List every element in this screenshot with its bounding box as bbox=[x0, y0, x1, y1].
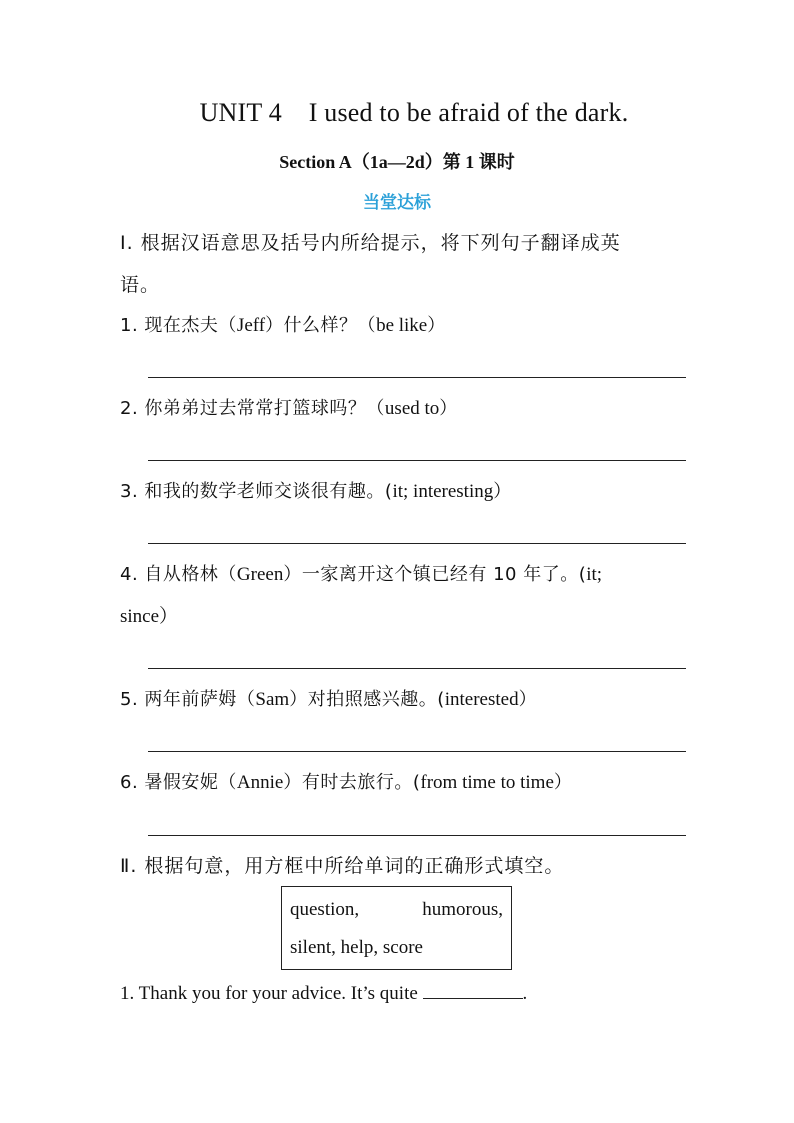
word-bank-item: question, bbox=[290, 899, 360, 920]
fill-question-end: . bbox=[522, 983, 528, 1004]
question-end: ） bbox=[439, 398, 458, 419]
question-cn2: ）有时去旅行。( bbox=[283, 772, 421, 793]
question-en: Jeff bbox=[236, 315, 266, 336]
question-cn: 两年前萨姆（ bbox=[144, 689, 256, 710]
word-bank-row: silent, help, score bbox=[290, 937, 423, 958]
section-tag: 当堂达标 bbox=[363, 193, 431, 213]
unit-title: UNIT 4 I used to be afraid of the dark. bbox=[199, 98, 629, 127]
question-cn: 现在杰夫（ bbox=[144, 315, 237, 336]
question-end: ） bbox=[427, 315, 446, 336]
question-number: 1. bbox=[120, 315, 139, 336]
question-cn2: ）对拍照感兴趣。( bbox=[289, 689, 445, 710]
question-cn2: ）一家离开这个镇已经有 10 年了。( bbox=[283, 564, 587, 585]
answer-line-4[interactable] bbox=[148, 668, 686, 669]
question-en: Sam bbox=[255, 689, 290, 710]
answer-line-1[interactable] bbox=[148, 377, 686, 378]
word-bank-box bbox=[281, 886, 512, 970]
question-end: ） bbox=[493, 481, 512, 502]
question-5 bbox=[120, 679, 680, 721]
question-number: 4. bbox=[120, 564, 139, 585]
question-hint: be like bbox=[376, 315, 428, 336]
part1-instruction-line1: Ⅰ. 根据汉语意思及括号内所给提示，将下列句子翻译成英 bbox=[120, 232, 621, 254]
question-cn2: ）什么样？（ bbox=[265, 315, 377, 336]
fill-blank[interactable] bbox=[423, 980, 523, 999]
question-end: ） bbox=[553, 772, 573, 793]
question-cn: 和我的数学老师交谈很有趣。( bbox=[144, 481, 393, 502]
question-1 bbox=[120, 305, 680, 347]
fill-question-1 bbox=[120, 980, 527, 1008]
question-en: Green bbox=[236, 564, 284, 585]
question-hint: from time to time bbox=[420, 772, 554, 793]
question-6 bbox=[120, 762, 680, 804]
question-hint: it; interesting bbox=[392, 481, 494, 502]
question-cn: 自从格林（ bbox=[144, 564, 237, 585]
question-4-continued bbox=[120, 596, 680, 638]
question-hint: interested bbox=[444, 689, 519, 710]
question-number: 5. bbox=[120, 689, 139, 710]
word-bank-item: humorous, bbox=[422, 899, 503, 920]
answer-line-2[interactable] bbox=[148, 460, 686, 461]
question-number: 2. bbox=[120, 398, 139, 419]
question-cn: 你弟弟过去常常打篮球吗？（ bbox=[144, 398, 385, 419]
question-en: Annie bbox=[236, 772, 284, 793]
question-hint: used to bbox=[384, 398, 440, 419]
question-4 bbox=[120, 554, 680, 596]
answer-line-3[interactable] bbox=[148, 543, 686, 544]
question-3 bbox=[120, 471, 680, 513]
question-cn: 暑假安妮（ bbox=[144, 772, 237, 793]
part1-instruction-line2: 语。 bbox=[120, 274, 161, 296]
answer-line-6[interactable] bbox=[148, 835, 686, 836]
question-hint-continued: since） bbox=[120, 606, 179, 627]
question-number: 6. bbox=[120, 772, 139, 793]
question-2 bbox=[120, 388, 680, 430]
question-end: ） bbox=[518, 689, 538, 710]
question-number: 3. bbox=[120, 481, 139, 502]
fill-question-text: 1. Thank you for your advice. It’s quite bbox=[120, 983, 418, 1004]
answer-line-5[interactable] bbox=[148, 751, 686, 752]
question-hint: it; bbox=[586, 564, 603, 585]
part2-instruction: Ⅱ. 根据句意，用方框中所给单词的正确形式填空。 bbox=[120, 855, 565, 877]
lesson-subtitle: Section A（1a—2d）第 1 课时 bbox=[279, 152, 515, 172]
